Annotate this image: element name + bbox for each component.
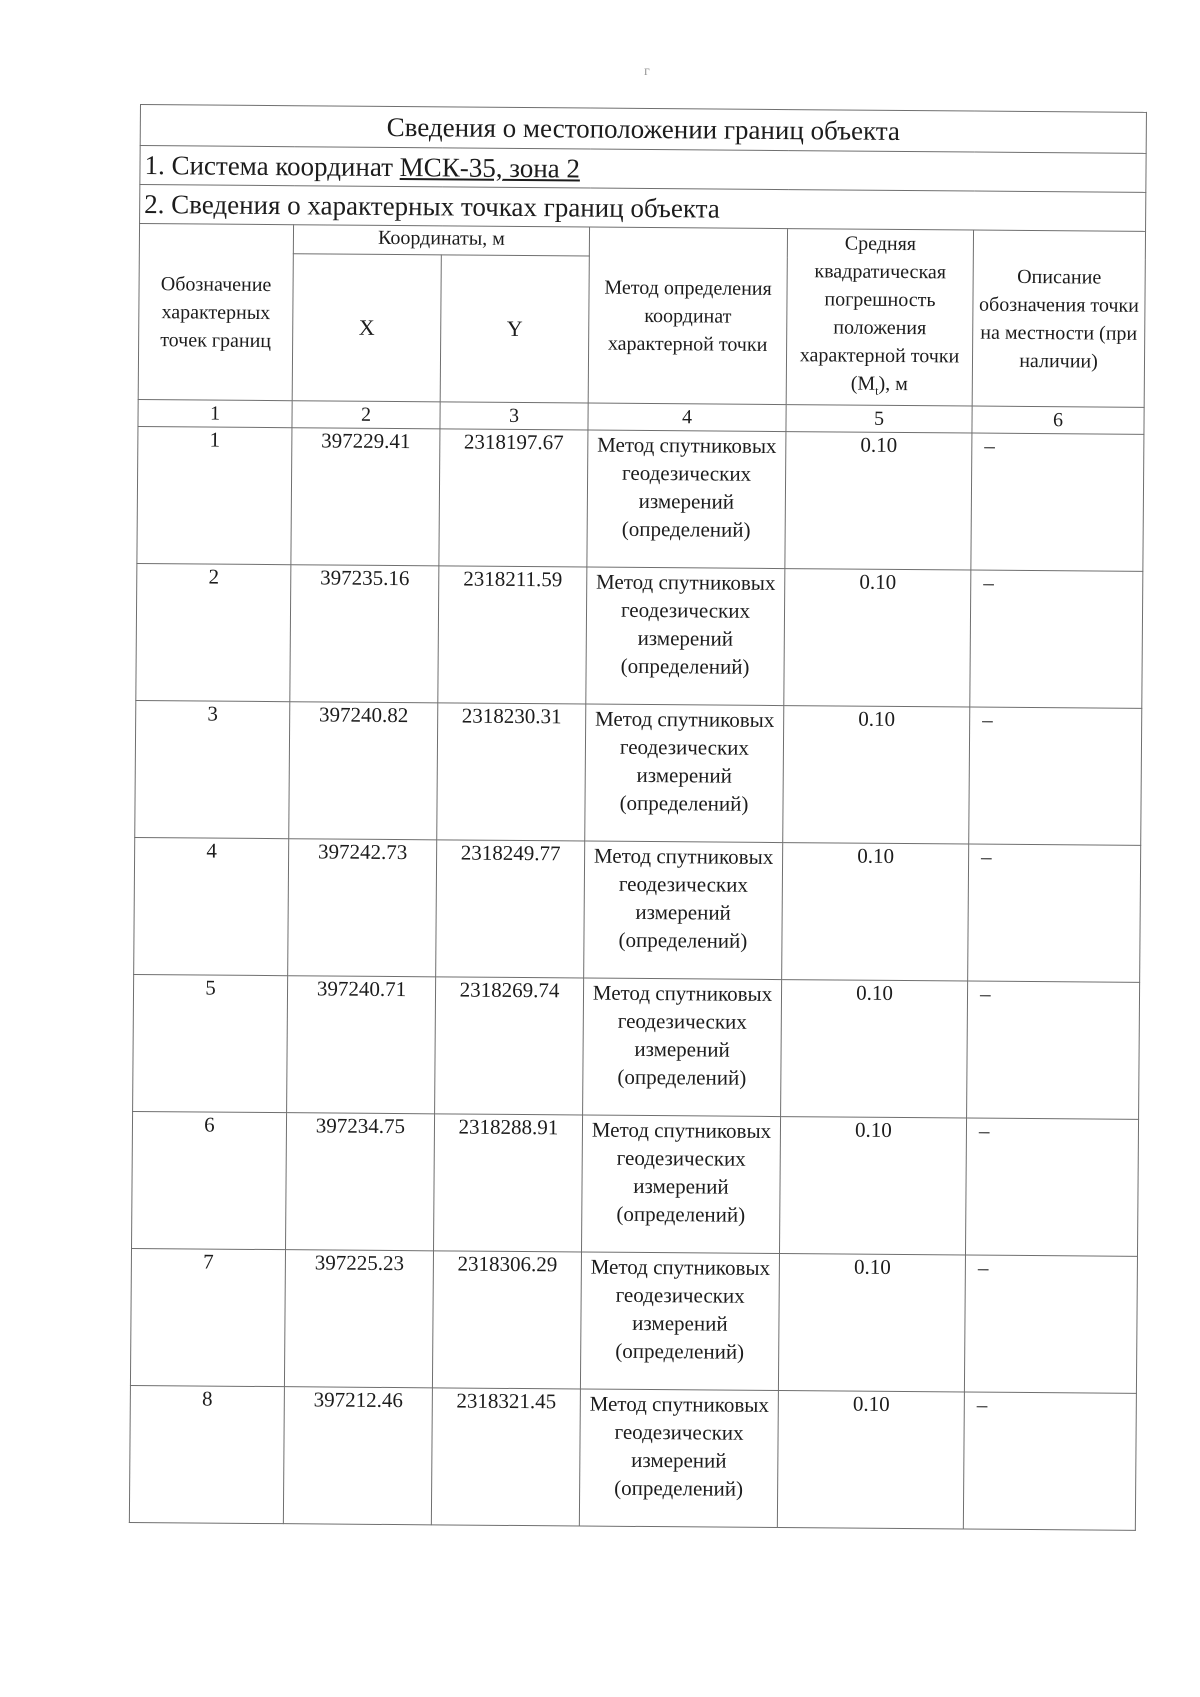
coordinate-system-value: МСК-35, зона 2 [399,152,581,184]
point-id-cell: 7 [130,1248,285,1386]
table-row [137,426,1144,571]
point-error-cell: 0.10 [781,980,968,1118]
point-method-cell: Метод спутниковых геодезических измерений (определений) [580,1252,779,1391]
point-method-cell: Метод спутниковых геодезических измерений (определений) [586,567,785,706]
column-number: 3 [440,402,588,430]
point-description-cell: – [965,1118,1138,1256]
point-y-cell: 2318321.45 [431,1388,580,1526]
point-description-cell: – [971,433,1144,571]
point-method-cell: Метод спутниковых геодезических измерений (определений) [579,1389,778,1528]
point-x-cell: 397235.16 [290,565,439,703]
point-error-cell: 0.10 [779,1117,966,1255]
header-error-unit: ), м [878,372,908,396]
point-method-cell: Метод спутниковых геодезических измерений (определений) [587,430,786,569]
column-number: 2 [292,401,440,429]
table-row [130,1248,1137,1393]
point-id-cell: 1 [137,426,292,564]
table-row [134,837,1141,982]
table-row [135,700,1142,845]
table-row [133,974,1140,1119]
column-number: 4 [588,403,786,432]
point-id-cell: 5 [133,974,288,1112]
coordinate-system-prefix: 1. Система координат [144,150,400,183]
header-y: Y [440,254,589,403]
point-x-cell: 397225.23 [284,1250,433,1388]
point-description-cell: – [970,570,1143,708]
header-error-subscript: t [875,383,879,398]
point-y-cell: 2318230.31 [437,703,586,841]
point-description-cell: – [967,981,1140,1119]
table-row [132,1111,1139,1256]
point-description-cell: – [964,1255,1137,1393]
point-x-cell: 397212.46 [283,1387,432,1525]
point-id-cell: 6 [132,1111,287,1249]
header-description: Описание обозначения точки на местности (при наличии) [972,230,1145,407]
point-x-cell: 397242.73 [288,839,437,977]
point-id-cell: 3 [135,700,290,838]
document-title: Сведения о местоположении границ объекта [140,105,1146,154]
point-error-cell: 0.10 [785,432,972,570]
points-section-heading: 2. Сведения о характерных точках границ объекта [140,185,1146,232]
point-id-cell: 8 [129,1385,284,1523]
column-number: 1 [138,399,292,427]
header-coordinates: Координаты, м [293,225,589,256]
page-mark: г [644,64,650,79]
point-method-cell: Метод спутниковых геодезических измерений (определений) [583,978,782,1117]
header-x: X [292,253,441,402]
point-y-cell: 2318197.67 [439,429,588,567]
point-y-cell: 2318211.59 [438,566,587,704]
document [129,104,1146,1531]
point-error-cell: 0.10 [778,1254,965,1392]
point-y-cell: 2318288.91 [434,1114,583,1252]
header-method: Метод определения координат характерной точки [588,227,787,405]
point-method-cell: Метод спутниковых геодезических измерений (определений) [584,841,783,980]
point-y-cell: 2318269.74 [435,977,584,1115]
table-row [129,1385,1136,1530]
point-error-cell: 0.10 [784,569,971,707]
column-number: 6 [972,406,1144,434]
point-description-cell: – [963,1392,1136,1530]
point-id-cell: 2 [136,563,291,701]
point-x-cell: 397234.75 [286,1113,435,1251]
point-error-cell: 0.10 [783,706,970,844]
boundary-table [129,104,1147,1531]
point-y-cell: 2318249.77 [436,840,585,978]
header-error-text: Средняя квадратическая погрешность положения характерной точки (M [799,232,960,395]
point-x-cell: 397240.71 [287,976,436,1114]
point-method-cell: Метод спутниковых геодезических измерений (определений) [581,1115,780,1254]
point-id-cell: 4 [134,837,289,975]
header-error [786,229,973,406]
point-x-cell: 397240.82 [289,702,438,840]
table-row [136,563,1143,708]
point-description-cell: – [969,707,1142,845]
column-number: 5 [786,405,972,433]
point-y-cell: 2318306.29 [432,1251,581,1389]
point-error-cell: 0.10 [782,843,969,981]
point-description-cell: – [968,844,1141,982]
point-error-cell: 0.10 [777,1391,964,1529]
header-designation: Обозначение характерных точек границ [138,224,293,401]
point-method-cell: Метод спутниковых геодезических измерений (определений) [585,704,784,843]
point-x-cell: 397229.41 [291,428,440,566]
